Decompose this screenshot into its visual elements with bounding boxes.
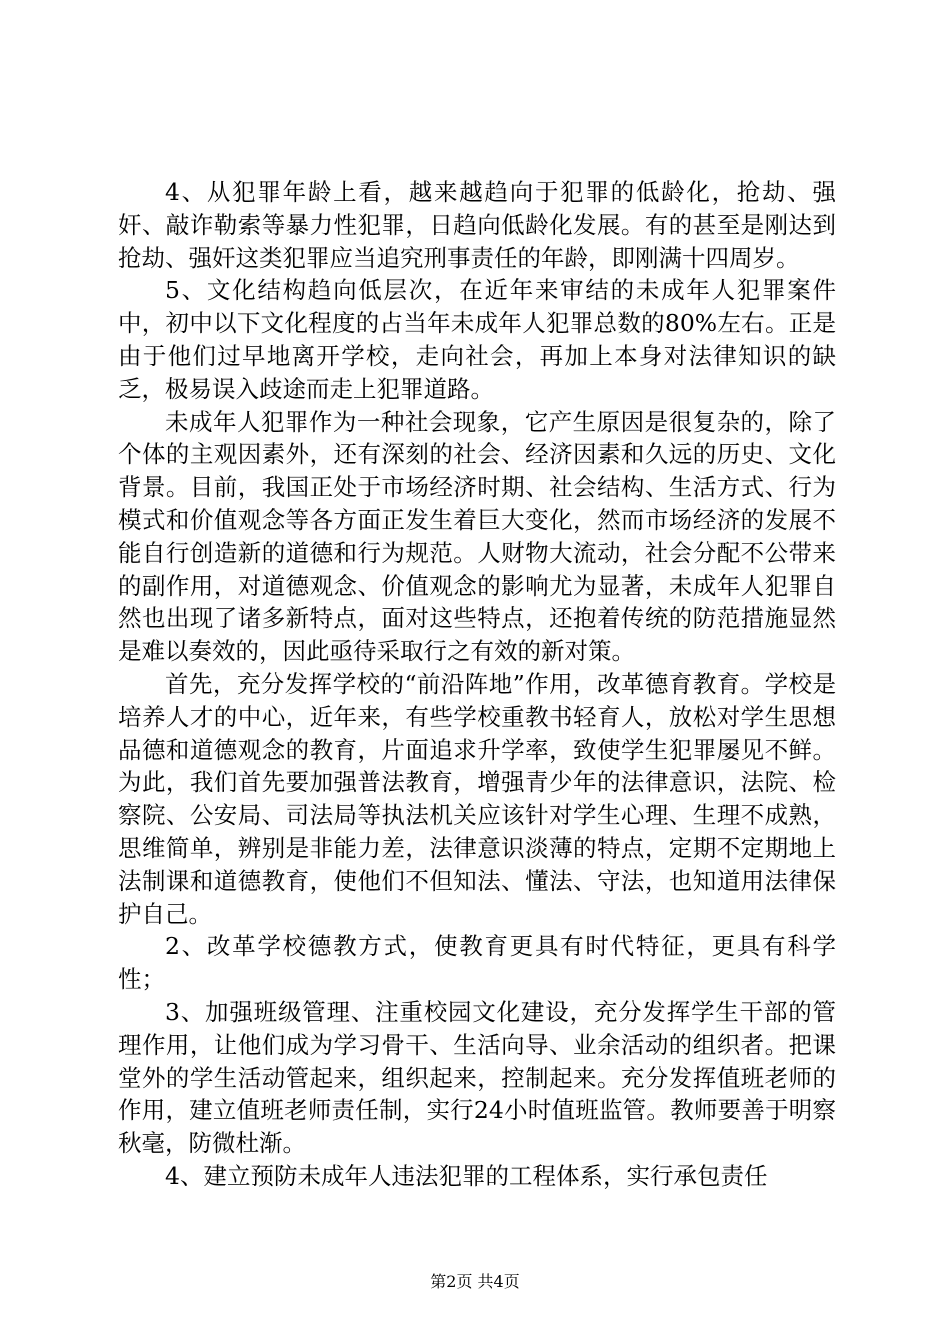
page-footer: 第2页 共4页	[430, 1272, 520, 1291]
paragraph-class-management: 3、加强班级管理、注重校园文化建设，充分发挥学生干部的管理作用，让他们成为学习骨干、生活向导、业余活动的组织者。把课堂外的学生活动管起来，组织起来，控制起来。充分发挥值班老师的作用，建立值班老师责任制，实行24小时值班监管。教师要善于明察秋毫，防微杜渐。	[118, 997, 836, 1158]
paragraph-causes: 未成年人犯罪作为一种社会现象，它产生原因是很复杂的，除了个体的主观因素外，还有深刻的社会、经济因素和久远的历史、文化背景。目前，我国正处于市场经济时期、社会结构、生活方式、行为模式和价值观念等各方面正发生着巨大变化，然而市场经济的发展不能自行创造新的道德和行为规范。人财物大流动，社会分配不公带来的副作用，对道德观念、价值观念的影响尤为显著，未成年人犯罪自然也出现了诸多新特点，面对这些特点，还抱着传统的防范措施显然是难以奏效的，因此亟待采取行之有效的新对策。	[118, 407, 836, 666]
paragraph-education-level: 5、文化结构趋向低层次，在近年来审结的未成年人犯罪案件中，初中以下文化程度的占当年未成年人犯罪总数的80%左右。正是由于他们过早地离开学校，走向社会，再加上本身对法律知识的缺乏，极易误入歧途而走上犯罪道路。	[118, 276, 836, 403]
paragraph-age-trend: 4、从犯罪年龄上看，越来越趋向于犯罪的低龄化，抢劫、强奸、敲诈勒索等暴力性犯罪，日趋向低龄化发展。有的甚至是刚达到抢劫、强奸这类犯罪应当追究刑事责任的年龄，即刚满十四周岁。	[118, 178, 836, 272]
paragraph-reform-moral-education: 2、改革学校德教方式，使教育更具有时代特征，更具有科学性；	[118, 932, 836, 994]
paragraph-school-role: 首先，充分发挥学校的“前沿阵地”作用，改革德育教育。学校是培养人才的中心，近年来，有些学校重教书轻育人，放松对学生思想品德和道德观念的教育，片面追求升学率，致使学生犯罪屡见不鲜。为此，我们首先要加强普法教育，增强青少年的法律意识，法院、检察院、公安局、司法局等执法机关应该针对学生心理、生理不成熟，思维简单，辨别是非能力差，法律意识淡薄的特点，定期不定期地上法制课和道德教育，使他们不但知法、懂法、守法，也知道用法律保护自己。	[118, 669, 836, 928]
document-body	[118, 176, 836, 1193]
paragraph-prevention-system: 4、建立预防未成年人违法犯罪的工程体系，实行承包责任	[165, 1161, 768, 1190]
